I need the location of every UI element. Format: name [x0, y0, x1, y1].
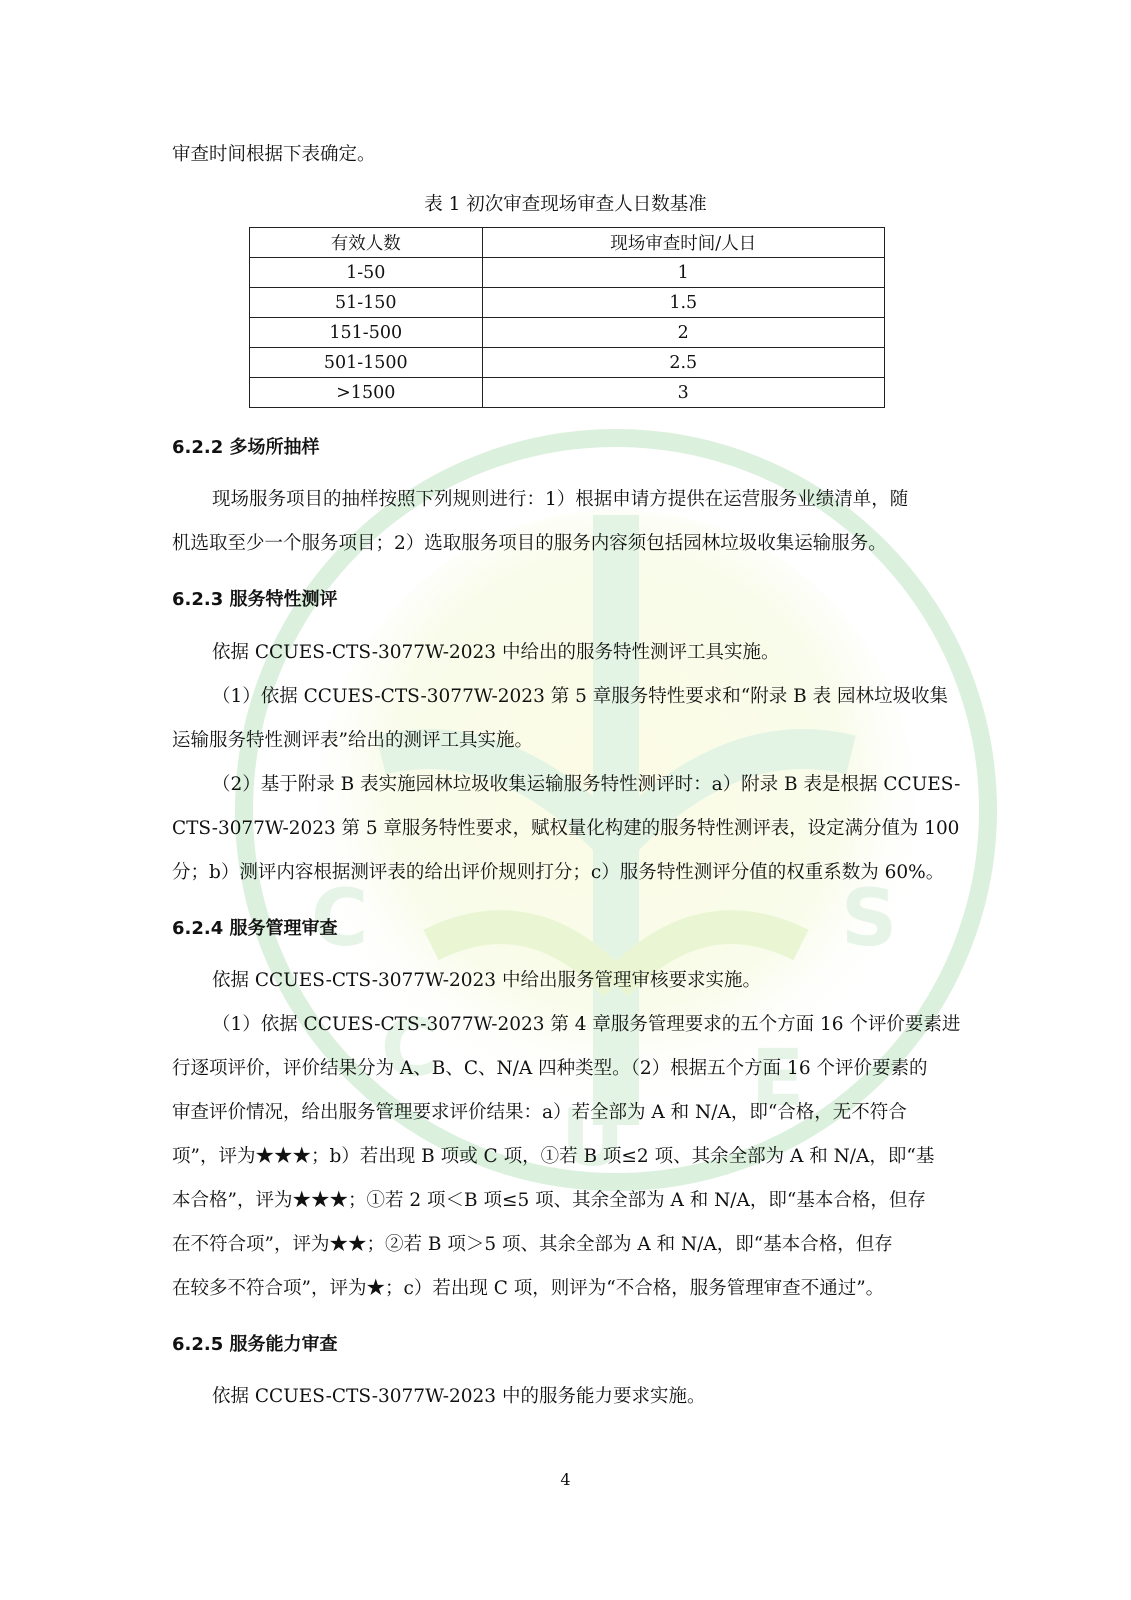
- table-cell: 3: [482, 378, 885, 408]
- paragraph-line: 依据 CCUES-CTS-3077W-2023 中给出的服务特性测评工具实施。: [212, 642, 780, 663]
- table-cell: 501-1500: [250, 348, 483, 378]
- section-heading-6-2-3: 6.2.3 服务特性测评: [172, 589, 338, 610]
- table-header-row: [250, 228, 885, 258]
- table-cell: 51-150: [250, 288, 483, 318]
- paragraph-line: 依据 CCUES-CTS-3077W-2023 中的服务能力要求实施。: [212, 1386, 706, 1407]
- paragraph-line: （2）基于附录 B 表实施园林垃圾收集运输服务特性测评时：a）附录 B 表是根据 CCUES-: [212, 774, 961, 795]
- paragraph-line: 项”，评为★★★；b）若出现 B 项或 C 项，①若 B 项≤2 项、其余全部为 A 和 N/A，即“基: [172, 1146, 935, 1167]
- paragraph-line: 在较多不符合项”，评为★；c）若出现 C 项，则评为“不合格，服务管理审查不通过”。: [172, 1278, 885, 1299]
- paragraph-line: 依据 CCUES-CTS-3077W-2023 中给出服务管理审核要求实施。: [212, 970, 761, 991]
- paragraph-line: 机选取至少一个服务项目；2）选取服务项目的服务内容须包括园林垃圾收集运输服务。: [172, 533, 887, 554]
- watermark-arc-char: S: [841, 874, 898, 964]
- table-cell: 1-50: [250, 258, 483, 288]
- table-cell: 151-500: [250, 318, 483, 348]
- watermark-arc-char: C: [381, 1004, 439, 1094]
- paragraph-line: 运输服务特性测评表”给出的测评工具实施。: [172, 730, 533, 751]
- watermark-arc-char: E: [751, 1034, 805, 1124]
- paragraph-line: CTS-3077W-2023 第 5 章服务特性要求，赋权量化构建的服务特性测评表，设定满分值为 100: [172, 818, 960, 839]
- paragraph-line: 分；b）测评内容根据测评表的给出评价规则打分；c）服务特性测评分值的权重系数为 60%。: [172, 862, 945, 883]
- table-cell: 2: [482, 318, 885, 348]
- table-header-cell: 有效人数: [250, 228, 483, 258]
- table-row: [250, 348, 885, 378]
- table-header-cell: 现场审查时间/人日: [482, 228, 885, 258]
- table-row: [250, 378, 885, 408]
- paragraph-line: 审查评价情况，给出服务管理要求评价结果：a）若全部为 A 和 N/A，即“合格，无不符合: [172, 1102, 907, 1123]
- table-row: [250, 288, 885, 318]
- intro-text: 审查时间根据下表确定。: [172, 144, 376, 165]
- table-row: [250, 318, 885, 348]
- table-cell: 2.5: [482, 348, 885, 378]
- paragraph-line: 现场服务项目的抽样按照下列规则进行：1）根据申请方提供在运营服务业绩清单，随: [212, 489, 909, 510]
- watermark-arc-char: C: [311, 874, 369, 964]
- paragraph-line: 本合格”，评为★★★；①若 2 项＜B 项≤5 项、其余全部为 A 和 N/A，即“基本合格，但存: [172, 1190, 926, 1211]
- table-cell: >1500: [250, 378, 483, 408]
- audit-days-table: [249, 227, 885, 408]
- table-row: [250, 258, 885, 288]
- paragraph-line: 行逐项评价，评价结果分为 A、B、C、N/A 四种类型。（2）根据五个方面 16 个评价要素的: [172, 1058, 928, 1079]
- paragraph-line: （1）依据 CCUES-CTS-3077W-2023 第 4 章服务管理要求的五个方面 16 个评价要素进: [212, 1014, 961, 1035]
- section-heading-6-2-5: 6.2.5 服务能力审查: [172, 1334, 338, 1355]
- section-heading-6-2-4: 6.2.4 服务管理审查: [172, 918, 338, 939]
- table-cell: 1: [482, 258, 885, 288]
- paragraph-line: 在不符合项”，评为★★；②若 B 项＞5 项、其余全部为 A 和 N/A，即“基本合格，但存: [172, 1234, 893, 1255]
- page-number: 4: [560, 1470, 571, 1489]
- paragraph-line: （1）依据 CCUES-CTS-3077W-2023 第 5 章服务特性要求和“附录 B 表 园林垃圾收集: [212, 686, 948, 707]
- table-cell: 1.5: [482, 288, 885, 318]
- watermark-arc-char: U: [561, 1094, 625, 1184]
- table-caption: 表 1 初次审查现场审查人日数基准: [424, 194, 707, 215]
- section-heading-6-2-2: 6.2.2 多场所抽样: [172, 437, 320, 458]
